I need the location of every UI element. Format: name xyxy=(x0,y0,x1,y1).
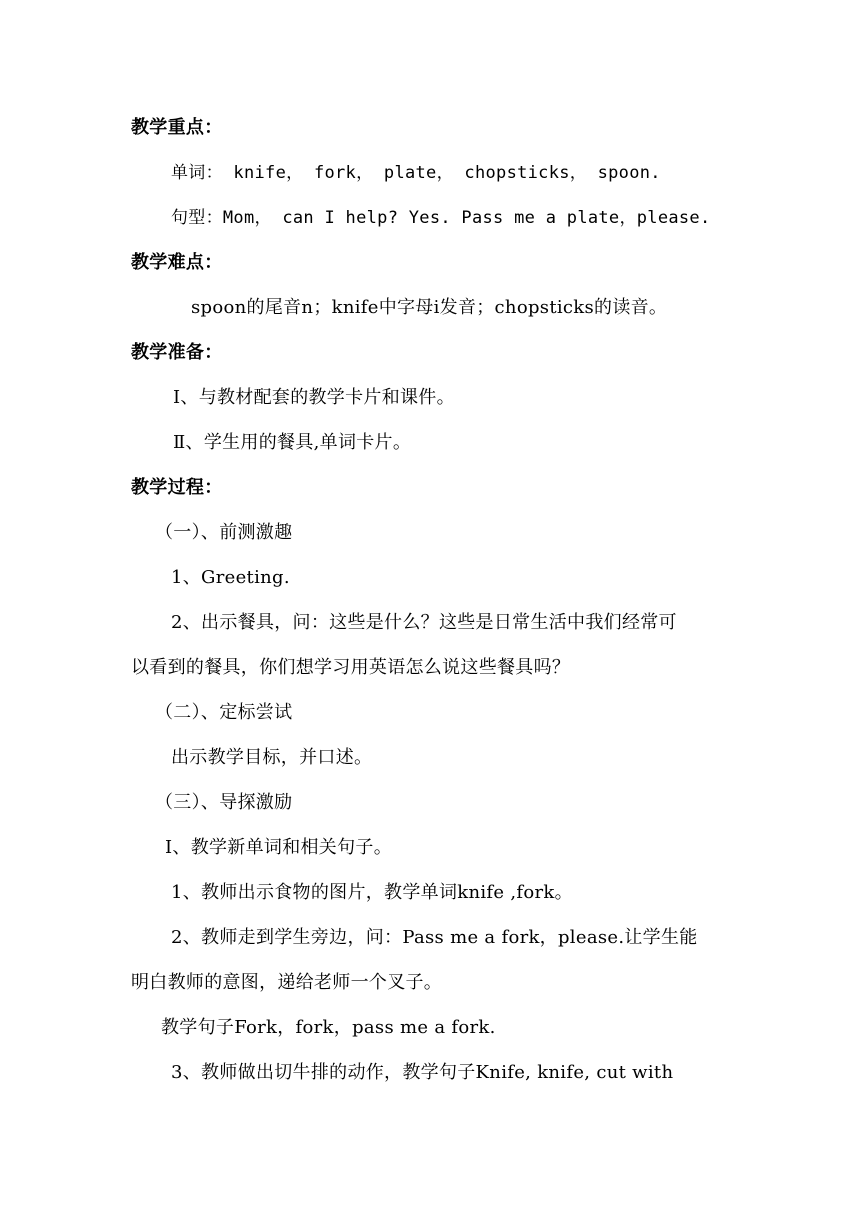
heading-teaching-process: 教学过程： xyxy=(131,477,223,498)
process-step-3-title: （三）、导探激励 xyxy=(155,792,293,813)
focus-vocabulary-line: 单词： knife， fork， plate， chopsticks， spoon. xyxy=(171,163,661,183)
heading-teaching-preparation: 教学准备： xyxy=(131,342,223,363)
process-step-1-title: （一）、前测激趣 xyxy=(155,522,293,543)
process-step-3-sentence: 教学句子Fork，fork，pass me a fork. xyxy=(161,1017,496,1038)
preparation-item-2: Ⅱ、学生用的餐具,单词卡片。 xyxy=(173,432,412,453)
process-step-2-item-1: 出示教学目标，并口述。 xyxy=(171,747,373,768)
process-step-3-subtitle: Ⅰ、教学新单词和相关句子。 xyxy=(165,837,393,858)
process-step-2-title: （二）、定标尝试 xyxy=(155,702,293,723)
process-step-3-item-3: 3、教师做出切牛排的动作，教学句子Knife, knife, cut with xyxy=(171,1062,674,1083)
process-step-3-item-2: 2、教师走到学生旁边，问：Pass me a fork，please.让学生能 xyxy=(171,927,698,948)
preparation-item-1: Ⅰ、与教材配套的教学卡片和课件。 xyxy=(173,387,455,408)
process-step-1-item-1: 1、Greeting. xyxy=(171,567,290,588)
process-step-3-item-1: 1、教师出示食物的图片，教学单词knife ,fork。 xyxy=(171,882,573,903)
process-step-3-item-2-cont: 明白教师的意图，递给老师一个叉子。 xyxy=(131,972,443,993)
heading-teaching-difficulty: 教学难点： xyxy=(131,252,223,273)
heading-teaching-focus: 教学重点： xyxy=(131,117,223,138)
difficulty-line: spoon的尾音n；knife中字母i发音；chopsticks的读音。 xyxy=(191,297,668,318)
process-step-1-item-2: 2、出示餐具，问：这些是什么？这些是日常生活中我们经常可 xyxy=(171,612,677,633)
focus-sentence-line: 句型：Mom， can I help? Yes. Pass me a plate，please. xyxy=(171,208,711,228)
process-step-1-item-2-cont: 以看到的餐具，你们想学习用英语怎么说这些餐具吗？ xyxy=(131,657,571,678)
